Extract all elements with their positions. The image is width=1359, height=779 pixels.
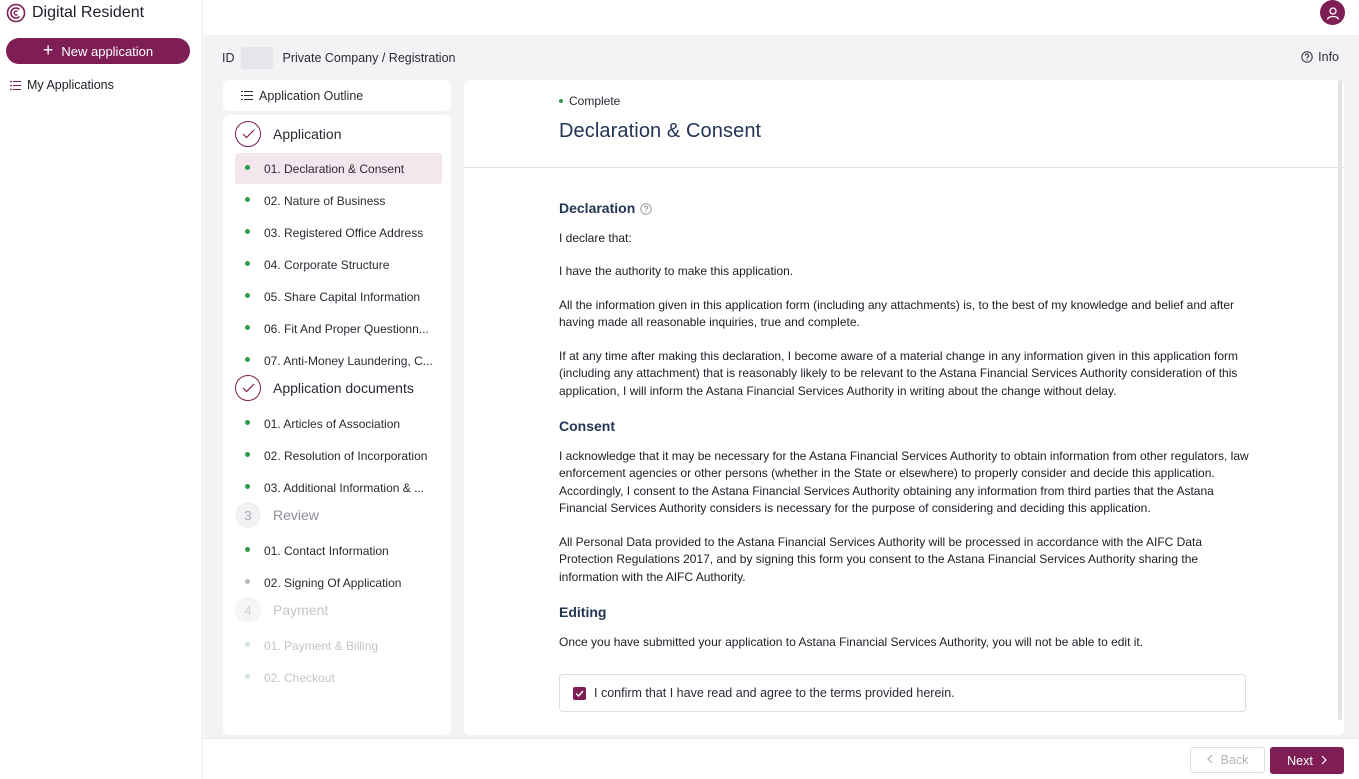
help-circle-icon[interactable] xyxy=(640,203,652,215)
breadcrumb xyxy=(222,47,456,69)
status-dot-icon xyxy=(559,99,563,103)
declare-intro: I declare that: xyxy=(559,230,632,245)
id-label: ID xyxy=(222,51,235,65)
chevron-right-icon xyxy=(1321,754,1327,768)
footer-bar xyxy=(204,738,1359,779)
top-bar xyxy=(204,0,1359,35)
back-button[interactable] xyxy=(1190,747,1265,773)
step-label: 02. Signing Of Application xyxy=(264,575,402,590)
confirm-label: I confirm that I have read and agree to the terms provided herein. xyxy=(594,686,955,700)
id-value-box xyxy=(241,47,273,69)
step-label: 07. Anti-Money Laundering, C... xyxy=(264,353,433,368)
section-title: Application xyxy=(273,126,342,142)
step-label: 02. Nature of Business xyxy=(264,193,386,208)
next-label: Next xyxy=(1287,753,1313,768)
consent-paragraph-2: All Personal Data provided to the Astana Financial Services Authority will be processed in accordance with the AIFC Data Protection Regulations 2017, and by signing this form you consent to the Astana Financial Services Authority sharing the information with the AIFC Authority. xyxy=(559,534,1203,584)
sidebar-item-label: My Applications xyxy=(27,78,114,92)
chevron-left-icon xyxy=(1207,753,1213,767)
complete-dot-icon xyxy=(245,165,250,170)
complete-dot-icon xyxy=(245,293,250,298)
page-title: Declaration & Consent xyxy=(559,120,762,142)
section-application[interactable] xyxy=(235,121,342,147)
step-label: 01. Contact Information xyxy=(264,543,389,558)
step-anti-money-laundering[interactable] xyxy=(235,345,442,376)
pending-dot-icon xyxy=(245,579,250,584)
check-circle-icon xyxy=(235,121,261,147)
complete-dot-icon xyxy=(245,325,250,330)
step-label: 01. Declaration & Consent xyxy=(264,161,405,176)
content-panel xyxy=(464,80,1344,735)
declaration-heading xyxy=(559,200,1249,218)
sidebar-item-my-applications[interactable] xyxy=(10,78,114,92)
consent-heading: Consent xyxy=(559,418,615,434)
brand-name: Digital Resident xyxy=(32,4,145,21)
section-payment xyxy=(235,597,328,623)
locked-dot-icon xyxy=(245,642,250,647)
editing-heading: Editing xyxy=(559,604,607,620)
checkbox-checked-icon[interactable] xyxy=(573,687,586,700)
locked-dot-icon xyxy=(245,674,250,679)
step-registered-office-address[interactable] xyxy=(235,217,442,248)
step-label: 02. Checkout xyxy=(264,670,335,685)
step-declaration-consent[interactable] xyxy=(235,153,442,184)
section-review[interactable] xyxy=(235,502,319,528)
complete-dot-icon xyxy=(245,484,250,489)
declaration-heading-label: Declaration xyxy=(559,200,636,216)
section-title: Payment xyxy=(273,602,329,618)
step-label: 03. Registered Office Address xyxy=(264,225,424,240)
sidebar xyxy=(0,0,203,779)
complete-dot-icon xyxy=(245,357,250,362)
step-label: 03. Additional Information & ... xyxy=(264,480,425,495)
confirm-terms-checkbox[interactable] xyxy=(559,674,1246,712)
application-outline-header[interactable] xyxy=(223,80,451,111)
step-label: 01. Articles of Association xyxy=(264,416,401,431)
outline-header-label: Application Outline xyxy=(259,88,364,103)
list-icon xyxy=(10,80,21,91)
step-signing-of-application[interactable] xyxy=(235,567,442,598)
declaration-body xyxy=(559,200,1249,651)
outline-list-icon xyxy=(241,90,253,101)
section-application-documents[interactable] xyxy=(235,375,414,401)
brand[interactable] xyxy=(6,2,144,24)
main-area xyxy=(204,35,1359,779)
step-label: 05. Share Capital Information xyxy=(264,289,421,304)
complete-dot-icon xyxy=(245,420,250,425)
complete-dot-icon xyxy=(245,452,250,457)
status-label: Complete xyxy=(569,94,621,108)
content-header xyxy=(464,80,1344,168)
complete-dot-icon xyxy=(245,261,250,266)
user-avatar-button[interactable] xyxy=(1320,0,1345,25)
complete-dot-icon xyxy=(245,547,250,552)
help-circle-icon xyxy=(1301,51,1313,63)
scrollbar[interactable] xyxy=(1338,80,1342,720)
back-label: Back xyxy=(1220,753,1249,767)
complete-dot-icon xyxy=(245,197,250,202)
step-resolution-of-incorporation[interactable] xyxy=(235,440,442,471)
step-label: 04. Corporate Structure xyxy=(264,257,390,272)
step-contact-information[interactable] xyxy=(235,535,442,566)
status-badge xyxy=(559,94,620,108)
user-icon xyxy=(1326,6,1340,20)
complete-dot-icon xyxy=(245,229,250,234)
info-button[interactable] xyxy=(1301,50,1339,64)
step-payment-billing xyxy=(235,630,442,661)
step-label: 06. Fit And Proper Questionn... xyxy=(264,321,429,336)
consent-paragraph-1: I acknowledge that it may be necessary for the Astana Financial Services Authority to obtain information from other regulators, law enforcement agencies or other persons (whether in the State or elsewhere) to properly consider and decide this application. Accordingly, I consent to the Astana Financial Services Authority obtaining any information from third parties that the Astana Financial Services Authority considers is necessary for the purpose of considering and deciding this application. xyxy=(559,448,1249,515)
declare-paragraph-3: If at any time after making this declaration, I become aware of a material change in any information given in this application form (including any attachment) that is reasonably likely to be relevant to the Astana Financial Services Authority consideration of this application, I will inform the Astana Financial Services Authority in writing about the change without delay. xyxy=(559,348,1239,398)
application-outline xyxy=(223,115,451,735)
step-number-badge: 3 xyxy=(235,502,261,528)
step-label: 02. Resolution of Incorporation xyxy=(264,448,428,463)
step-nature-of-business[interactable] xyxy=(235,185,442,216)
step-share-capital[interactable] xyxy=(235,281,442,312)
new-application-label: New application xyxy=(61,43,154,59)
next-button[interactable] xyxy=(1270,747,1344,774)
plus-icon: + xyxy=(42,40,54,60)
section-title: Application documents xyxy=(273,380,414,396)
step-additional-information[interactable] xyxy=(235,472,442,503)
step-articles-of-association[interactable] xyxy=(235,408,442,439)
editing-paragraph: Once you have submitted your application to Astana Financial Services Authority, you will not be able to edit it. xyxy=(559,634,1144,649)
step-label: 01. Payment & Billing xyxy=(264,638,379,653)
declare-paragraph-2: All the information given in this application form (including any attachments) is, to the best of my knowledge and belief and after having made all reasonable inquiries, true and complete. xyxy=(559,297,1235,329)
new-application-button[interactable] xyxy=(6,38,190,64)
section-title: Review xyxy=(273,507,319,523)
breadcrumb-path: Private Company / Registration xyxy=(282,51,456,65)
check-circle-icon xyxy=(235,375,261,401)
brand-logo-icon xyxy=(6,3,26,23)
step-fit-and-proper[interactable] xyxy=(235,313,442,344)
declare-paragraph-1: I have the authority to make this application. xyxy=(559,264,794,278)
step-number-badge: 4 xyxy=(235,597,261,623)
step-checkout xyxy=(235,662,442,693)
step-corporate-structure[interactable] xyxy=(235,249,442,280)
info-label: Info xyxy=(1318,50,1339,64)
